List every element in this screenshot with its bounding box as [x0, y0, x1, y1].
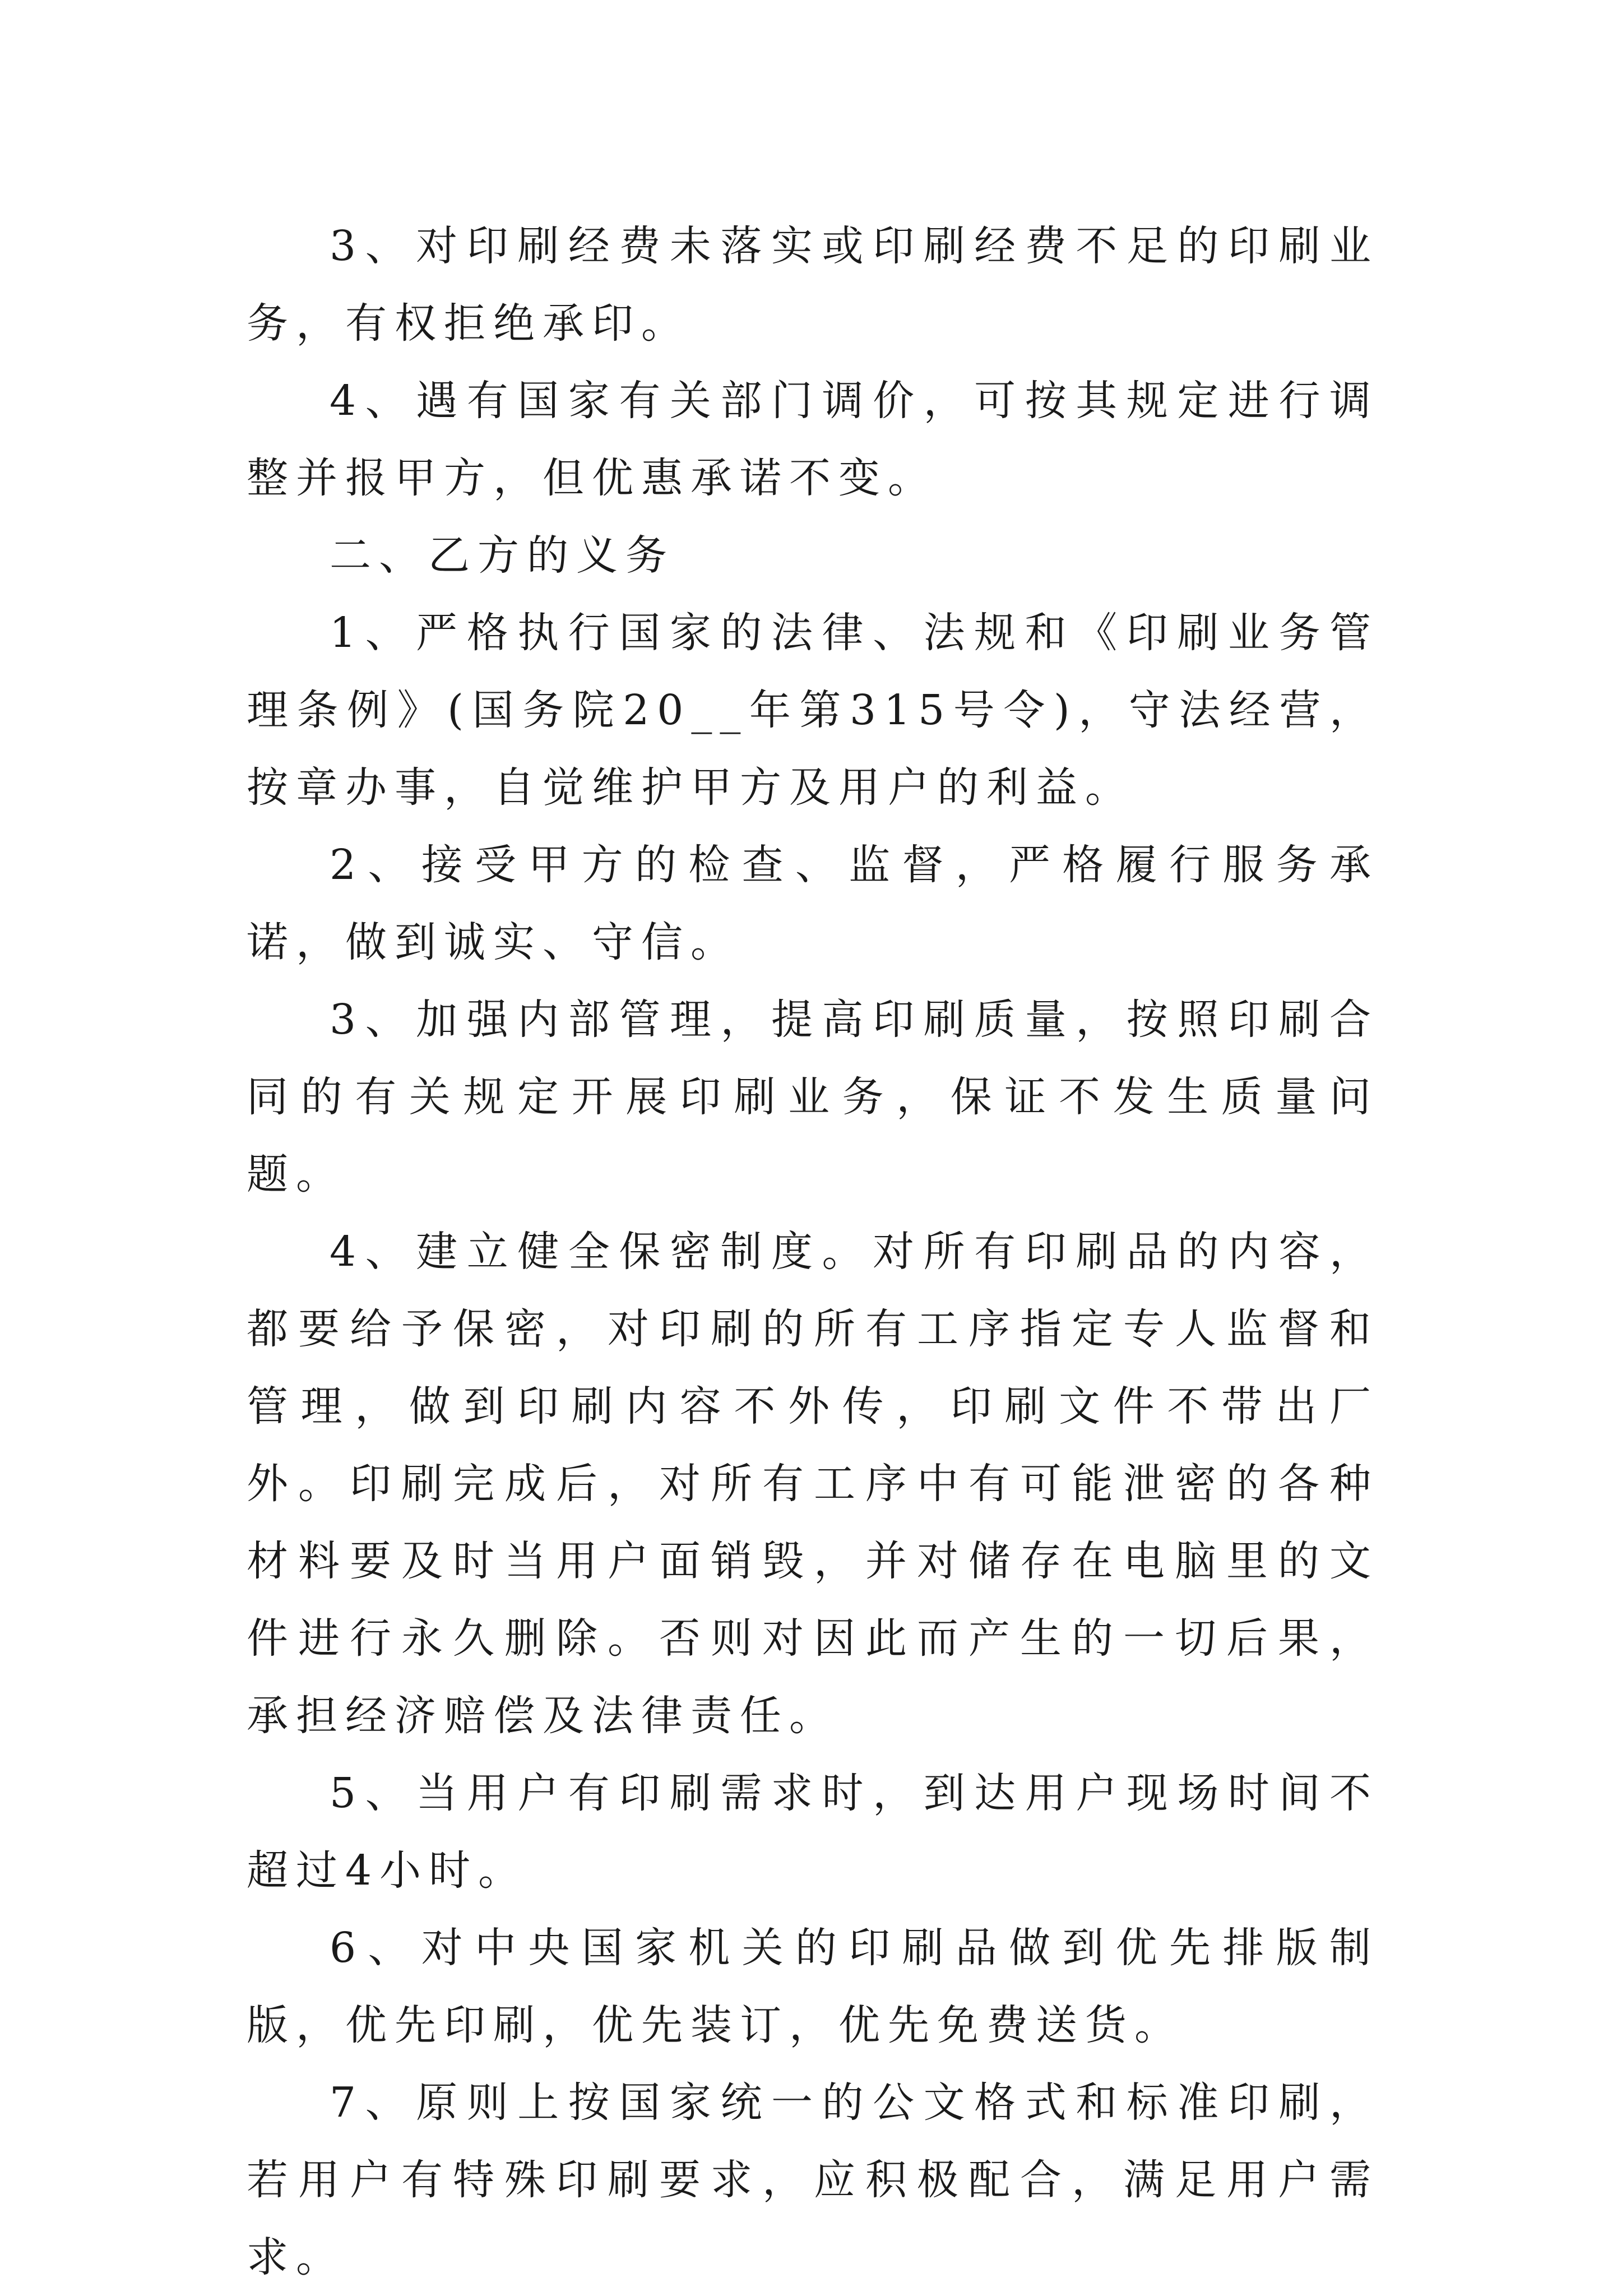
paragraph-obligation-2: 2、接受甲方的检查、监督，严格履行服务承诺，做到诚实、守信。 — [247, 841, 1379, 966]
paragraph-obligation-1: 1、严格执行国家的法律、法规和《印刷业务管理条例》(国务院20__年第315号令)，守法经营，按章办事，自觉维护甲方及用户的利益。 — [247, 609, 1379, 812]
document-body — [247, 207, 1379, 2296]
paragraph-right-3: 3、对印刷经费未落实或印刷经费不足的印刷业务，有权拒绝承印。 — [247, 222, 1379, 348]
paragraph-obligation-4: 4、建立健全保密制度。对所有印刷品的内容，都要给予保密，对印刷的所有工序指定专人监督和管理，做到印刷内容不外传，印刷文件不带出厂外。印刷完成后，对所有工序中有可能泄密的各种材料要及时当用户面销毁，并对储存在电脑里的文件进行永久删除。否则对因此而产生的一切后果，承担经济赔偿及法律责任。 — [247, 1228, 1379, 1740]
paragraph-obligation-6: 6、对中央国家机关的印刷品做到优先排版制版，优先印刷，优先装订，优先免费送货。 — [247, 1924, 1379, 2049]
paragraph-obligation-3: 3、加强内部管理，提高印刷质量，按照印刷合同的有关规定开展印刷业务，保证不发生质量问题。 — [247, 996, 1379, 1198]
section-heading-obligations: 二、乙方的义务 — [330, 531, 675, 580]
paragraph-obligation-5: 5、当用户有印刷需求时，到达用户现场时间不超过4小时。 — [247, 1769, 1379, 1895]
paragraph-right-4: 4、遇有国家有关部门调价，可按其规定进行调整并报甲方，但优惠承诺不变。 — [247, 377, 1379, 502]
paragraph-obligation-7: 7、原则上按国家统一的公文格式和标准印刷，若用户有特殊印刷要求，应积极配合，满足用户需求。 — [247, 2079, 1379, 2281]
